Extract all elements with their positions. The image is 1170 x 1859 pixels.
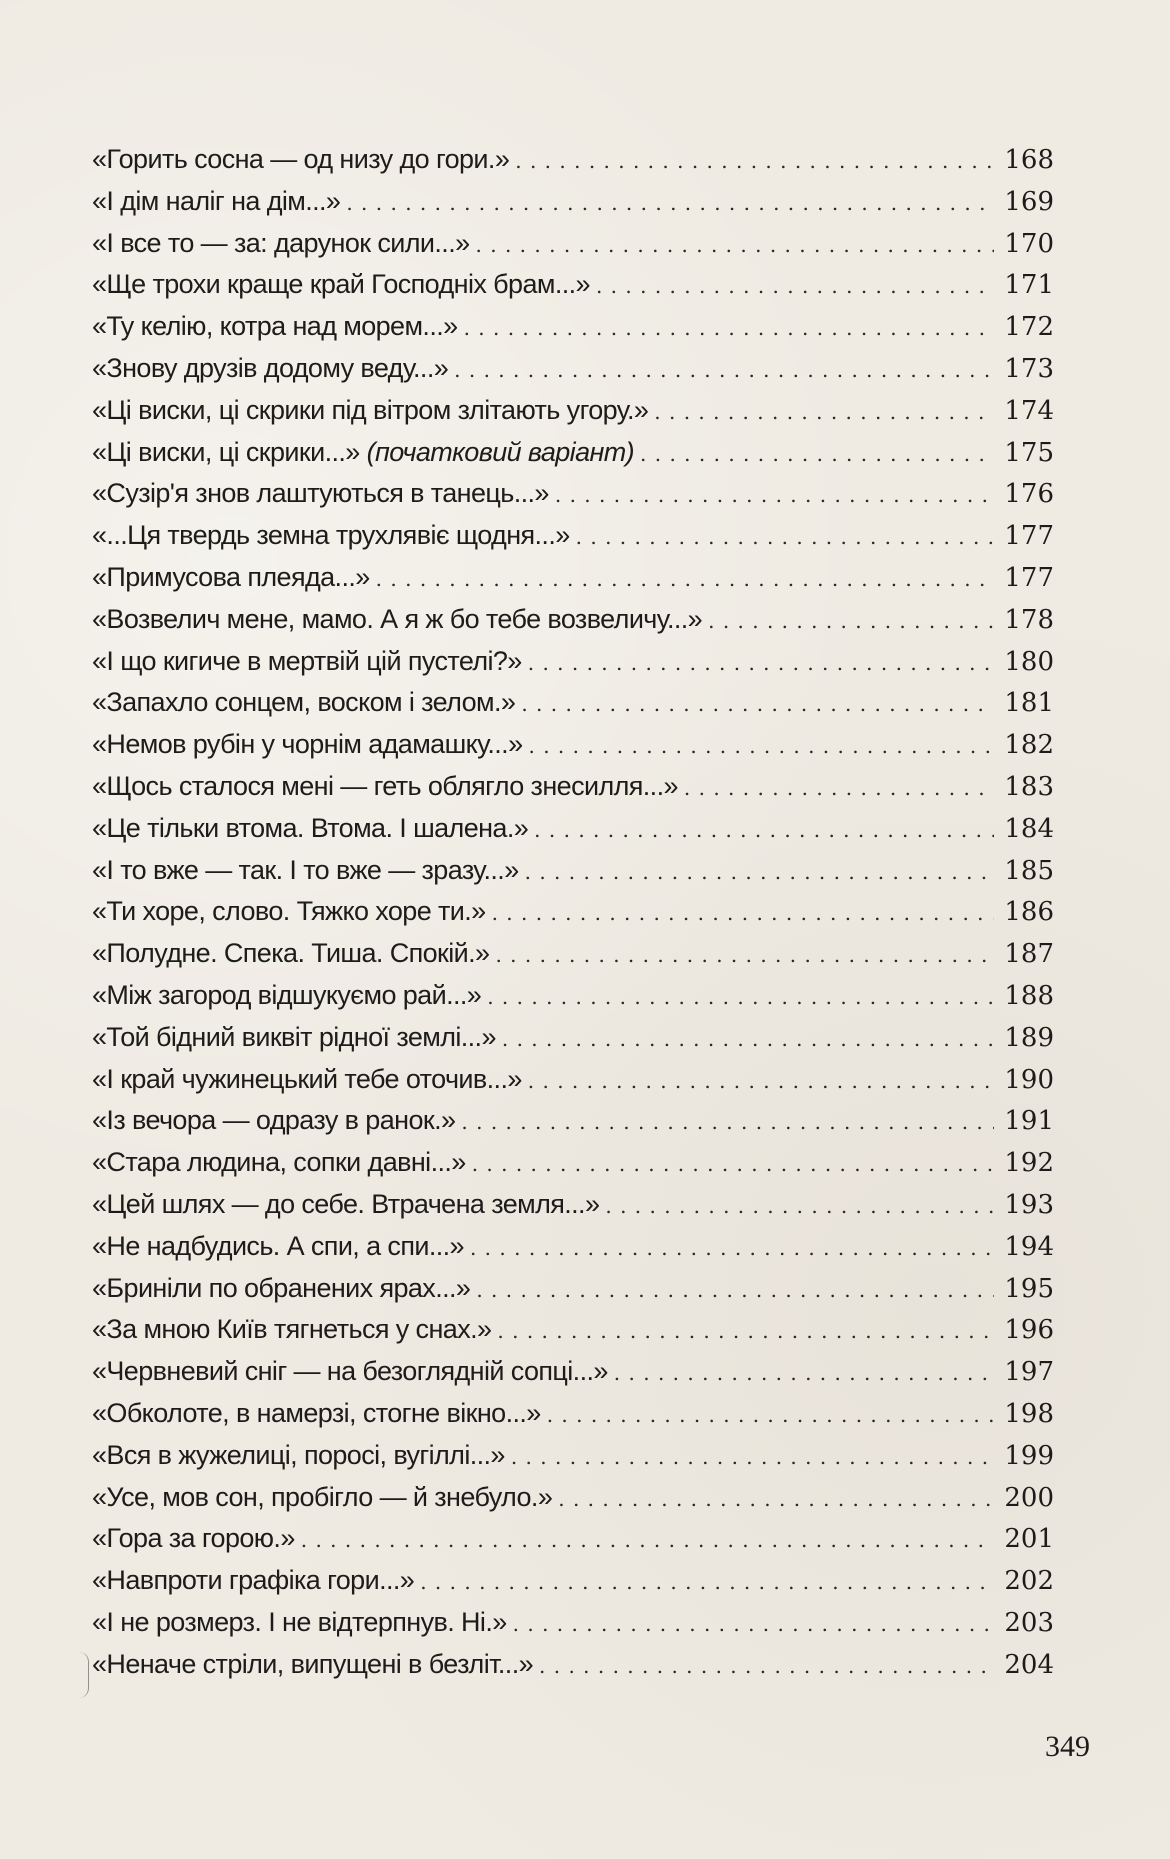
toc-entry bbox=[92, 562, 1054, 604]
toc-entry-title bbox=[92, 1565, 414, 1596]
toc-entry-title-text: «Примусова плеяда...» bbox=[92, 561, 370, 592]
toc-entry-title-text: «Навпроти графіка гори...» bbox=[92, 1565, 415, 1596]
toc-entry-page: 178 bbox=[1004, 604, 1054, 635]
dot-leader bbox=[528, 734, 994, 758]
toc-entry-title-text: «І що кигиче в мертвій цій пустелі?» bbox=[92, 645, 522, 676]
dot-leader bbox=[476, 233, 995, 257]
toc-entry bbox=[92, 687, 1054, 729]
toc-entry-title-text: «Із вечора — одразу в ранок.» bbox=[92, 1105, 456, 1136]
toc-entry bbox=[92, 646, 1054, 688]
toc-entry bbox=[92, 604, 1054, 646]
toc-entry-title-text: «Горить сосна — од низу до гори.» bbox=[92, 144, 510, 174]
dot-leader bbox=[614, 1361, 995, 1385]
toc-entry-title-text: «І не розмерз. І не відтерпнув. Ні.» bbox=[92, 1606, 507, 1637]
toc-entry-title bbox=[92, 1273, 470, 1304]
toc-entry-title bbox=[92, 896, 486, 927]
toc-entry-page: 192 bbox=[1004, 1148, 1054, 1179]
toc-entry bbox=[92, 980, 1054, 1022]
toc-entry-title-text: «Стара людина, сопки давні...» bbox=[92, 1147, 466, 1178]
dot-leader bbox=[528, 1069, 995, 1093]
toc-entry-title bbox=[92, 353, 448, 384]
toc-entry-page: 177 bbox=[1004, 562, 1054, 593]
dot-leader bbox=[487, 985, 994, 1009]
toc-entry-page: 172 bbox=[1004, 312, 1054, 343]
toc-entry-page: 177 bbox=[1004, 521, 1054, 552]
toc-entry-page: 202 bbox=[1004, 1566, 1054, 1597]
toc-entry-page: 188 bbox=[1004, 980, 1054, 1011]
toc-entry-title-text: «Щось сталося мені — геть облягло знесилля...» bbox=[92, 770, 678, 801]
toc-entry-title-text: «Червневий сніг — на безоглядній сопці...» bbox=[92, 1356, 608, 1387]
toc-entry-title bbox=[92, 1523, 295, 1554]
toc-entry-title-text: «Ту келію, котра над морем...» bbox=[92, 311, 458, 342]
toc-entry-title bbox=[92, 855, 519, 886]
toc-entry-title bbox=[92, 1607, 507, 1638]
toc-entry-page: 193 bbox=[1004, 1189, 1054, 1220]
dot-leader bbox=[558, 1487, 994, 1511]
toc-entry bbox=[92, 1189, 1054, 1231]
toc-entry bbox=[92, 1523, 1054, 1565]
toc-entry-page: 168 bbox=[1004, 145, 1054, 175]
toc-entry-title bbox=[92, 1649, 533, 1680]
toc-entry-title-text: «За мною Київ тягнеться у снах.» bbox=[92, 1314, 492, 1345]
toc-entry-title bbox=[92, 1482, 552, 1513]
toc-entry-title-text: «І край чужинецький тебе оточив...» bbox=[92, 1063, 522, 1094]
toc-entry bbox=[92, 1022, 1054, 1064]
toc-entry-title bbox=[92, 478, 549, 509]
toc-entry bbox=[92, 269, 1054, 311]
toc-entry-title-text: «Обколоте, в намерзі, стогне вікно...» bbox=[92, 1397, 541, 1428]
toc-entry-title bbox=[92, 813, 528, 844]
toc-entry-page: 194 bbox=[1004, 1231, 1054, 1262]
dot-leader bbox=[539, 1654, 994, 1678]
toc-entry bbox=[92, 1649, 1054, 1691]
toc-entry-title bbox=[92, 1314, 491, 1345]
toc-entry-title-text: «Вся в жужелиці, поросі, вугіллі...» bbox=[92, 1439, 505, 1470]
toc-entry-title bbox=[92, 186, 340, 217]
toc-entry-title bbox=[92, 1398, 541, 1429]
toc-entry-page: 180 bbox=[1004, 646, 1054, 677]
dot-leader bbox=[472, 1152, 995, 1176]
toc-entry-page: 197 bbox=[1004, 1357, 1054, 1388]
toc-entry-title bbox=[92, 311, 458, 342]
toc-entry bbox=[92, 395, 1054, 437]
toc-entry-title-text: «Ці виски, ці скрики...» bbox=[92, 436, 367, 467]
toc-entry-page: 199 bbox=[1004, 1440, 1054, 1471]
toc-entry bbox=[92, 186, 1054, 228]
toc-entry bbox=[92, 1356, 1054, 1398]
toc-entry-page: 176 bbox=[1004, 479, 1054, 510]
toc-entry-title-text: «І дім наліг на дім...» bbox=[92, 185, 341, 216]
toc-entry-title-text: «Возвелич мене, мамо. А я ж бо тебе возвеличу...» bbox=[92, 603, 703, 634]
toc-entry-note: (початковий варіант) bbox=[366, 436, 635, 467]
toc-entry-page: 201 bbox=[1004, 1524, 1054, 1555]
toc-entry bbox=[92, 1398, 1054, 1440]
toc-entry-title bbox=[92, 729, 522, 760]
toc-entry-page: 204 bbox=[1004, 1649, 1054, 1680]
toc-entry-title bbox=[92, 980, 481, 1011]
toc-entry-title-text: «Ці виски, ці скрики під вітром злітають угору.» bbox=[92, 394, 649, 425]
toc-entry-page: 173 bbox=[1004, 353, 1054, 384]
toc-entry bbox=[92, 1064, 1054, 1106]
dot-leader bbox=[470, 1236, 994, 1260]
toc-entry-title bbox=[92, 1064, 522, 1095]
toc-entry-title bbox=[92, 646, 522, 677]
toc-entry-title bbox=[92, 1440, 505, 1471]
toc-entry-title bbox=[92, 1147, 466, 1178]
toc-entry bbox=[92, 1273, 1054, 1315]
toc-entry-page: 182 bbox=[1004, 730, 1054, 761]
toc-entry-title bbox=[92, 1231, 464, 1262]
toc-entry bbox=[92, 1147, 1054, 1189]
toc-entry bbox=[92, 311, 1054, 353]
toc-entry-page: 183 bbox=[1004, 771, 1054, 802]
toc-entry-title bbox=[92, 1105, 455, 1136]
toc-entry-page: 195 bbox=[1004, 1273, 1054, 1304]
page-number: 349 bbox=[1045, 1730, 1090, 1763]
toc-entry bbox=[92, 1565, 1054, 1607]
dot-leader bbox=[534, 818, 994, 842]
toc-entry-title bbox=[92, 1356, 608, 1387]
dot-leader bbox=[454, 358, 994, 382]
toc-entry-title-text: «І то вже — так. І то вже — зразу...» bbox=[92, 854, 519, 885]
toc-entry bbox=[92, 1440, 1054, 1482]
toc-entry-title-text: «Немов рубін у чорнім адамашку...» bbox=[92, 729, 523, 760]
toc-entry-title-text: «Цей шлях — до себе. Втрачена земля...» bbox=[92, 1188, 600, 1219]
dot-leader bbox=[547, 1403, 995, 1427]
toc-entry-page: 200 bbox=[1004, 1482, 1054, 1513]
dot-leader bbox=[376, 567, 995, 591]
toc-entry-title-text: «Гора за горою.» bbox=[92, 1523, 295, 1554]
toc-entry bbox=[92, 353, 1054, 395]
toc-entry bbox=[92, 228, 1054, 270]
toc-entry-page: 187 bbox=[1004, 939, 1054, 970]
toc-entry-title bbox=[92, 228, 470, 259]
dot-leader bbox=[420, 1570, 994, 1594]
toc-entry-title-text: «Не надбудись. А спи, а спи...» bbox=[92, 1230, 464, 1261]
dot-leader bbox=[555, 483, 995, 507]
toc-entry-title-text: «Ще трохи краще край Господніх брам...» bbox=[92, 269, 590, 300]
toc-entry-page: 186 bbox=[1004, 897, 1054, 928]
dot-leader bbox=[476, 1278, 994, 1302]
dot-leader bbox=[515, 149, 994, 173]
table-of-contents bbox=[92, 144, 1054, 1690]
toc-entry-title-text: «Той бідний виквіт рідної землі...» bbox=[92, 1021, 496, 1052]
toc-entry-title-text: «Неначе стріли, випущені в безліт...» bbox=[92, 1648, 534, 1679]
toc-entry-title bbox=[92, 604, 702, 635]
toc-entry-page: 171 bbox=[1004, 270, 1054, 301]
toc-entry-title-text: «Це тільки втома. Втома. І шалена.» bbox=[92, 812, 529, 843]
toc-entry-title bbox=[92, 520, 570, 551]
toc-entry-page: 198 bbox=[1004, 1398, 1054, 1429]
toc-entry-title-text: «Полудне. Спека. Тиша. Спокій.» bbox=[92, 938, 490, 969]
toc-entry-title bbox=[92, 938, 489, 969]
dot-leader bbox=[495, 943, 994, 967]
toc-entry-title-text: «Бриніли по обранених ярах...» bbox=[92, 1272, 471, 1303]
dot-leader bbox=[605, 1194, 994, 1218]
toc-entry bbox=[92, 771, 1054, 813]
toc-entry-page: 189 bbox=[1004, 1022, 1054, 1053]
dot-leader bbox=[576, 525, 995, 549]
toc-entry-page: 184 bbox=[1004, 813, 1054, 844]
dot-leader bbox=[640, 442, 994, 466]
dot-leader bbox=[513, 1612, 995, 1636]
dot-leader bbox=[497, 1319, 994, 1343]
dot-leader bbox=[521, 692, 994, 716]
toc-entry-title bbox=[92, 687, 515, 718]
toc-entry-title bbox=[92, 1189, 599, 1220]
toc-entry bbox=[92, 938, 1054, 980]
toc-entry bbox=[92, 437, 1054, 479]
toc-entry-title-text: «І все то — за: дарунок сили...» bbox=[92, 227, 470, 258]
toc-entry-page: 181 bbox=[1004, 688, 1054, 719]
dot-leader bbox=[654, 400, 994, 424]
toc-entry bbox=[92, 478, 1054, 520]
toc-entry-title-text: «Сузір'я знов лаштуються в танець...» bbox=[92, 478, 549, 509]
toc-entry bbox=[92, 144, 1054, 186]
toc-entry-title-text: «...Ця твердь земна трухлявіє щодня...» bbox=[92, 520, 570, 551]
toc-entry-page: 190 bbox=[1004, 1064, 1054, 1095]
dot-leader bbox=[684, 776, 994, 800]
dot-leader bbox=[528, 651, 995, 675]
toc-entry-page: 191 bbox=[1004, 1106, 1054, 1137]
dot-leader bbox=[596, 274, 994, 298]
dot-leader bbox=[464, 316, 995, 340]
toc-entry-title bbox=[92, 395, 648, 426]
dot-leader bbox=[511, 1445, 995, 1469]
toc-entry-title-text: «Запахло сонцем, воском і зелом.» bbox=[92, 687, 516, 718]
toc-entry bbox=[92, 855, 1054, 897]
toc-entry-page: 174 bbox=[1004, 395, 1054, 426]
dot-leader bbox=[708, 609, 994, 633]
toc-entry bbox=[92, 1314, 1054, 1356]
toc-entry bbox=[92, 1607, 1054, 1649]
toc-entry bbox=[92, 729, 1054, 771]
dot-leader bbox=[461, 1110, 994, 1134]
dot-leader bbox=[301, 1528, 995, 1552]
toc-entry-page: 169 bbox=[1004, 186, 1054, 217]
toc-entry-page: 203 bbox=[1004, 1607, 1054, 1638]
toc-entry bbox=[92, 520, 1054, 562]
toc-entry-title bbox=[92, 771, 678, 802]
toc-entry bbox=[92, 1482, 1054, 1524]
toc-entry-title bbox=[92, 562, 370, 593]
dot-leader bbox=[346, 191, 994, 215]
toc-entry-page: 196 bbox=[1004, 1315, 1054, 1346]
dot-leader bbox=[492, 901, 995, 925]
toc-entry-title-text: «Між загород відшукуємо рай...» bbox=[92, 979, 482, 1010]
toc-entry-title bbox=[92, 437, 634, 468]
toc-entry-title-text: «Усе, мов сон, пробігло — й знебуло.» bbox=[92, 1481, 553, 1512]
toc-entry-page: 185 bbox=[1004, 855, 1054, 886]
toc-entry-title bbox=[92, 1022, 496, 1053]
margin-pencil-mark bbox=[78, 1652, 89, 1698]
toc-entry-page: 170 bbox=[1004, 228, 1054, 259]
toc-entry-title bbox=[92, 269, 590, 300]
dot-leader bbox=[502, 1027, 994, 1051]
toc-entry bbox=[92, 896, 1054, 938]
toc-entry-title-text: «Ти хоре, слово. Тяжко хоре ти.» bbox=[92, 896, 486, 927]
toc-entry bbox=[92, 813, 1054, 855]
toc-entry bbox=[92, 1231, 1054, 1273]
toc-entry bbox=[92, 1105, 1054, 1147]
toc-entry-page: 175 bbox=[1004, 437, 1054, 468]
toc-entry-title-text: «Знову друзів додому веду...» bbox=[92, 352, 449, 383]
toc-entry-title bbox=[92, 144, 509, 175]
dot-leader bbox=[525, 860, 995, 884]
